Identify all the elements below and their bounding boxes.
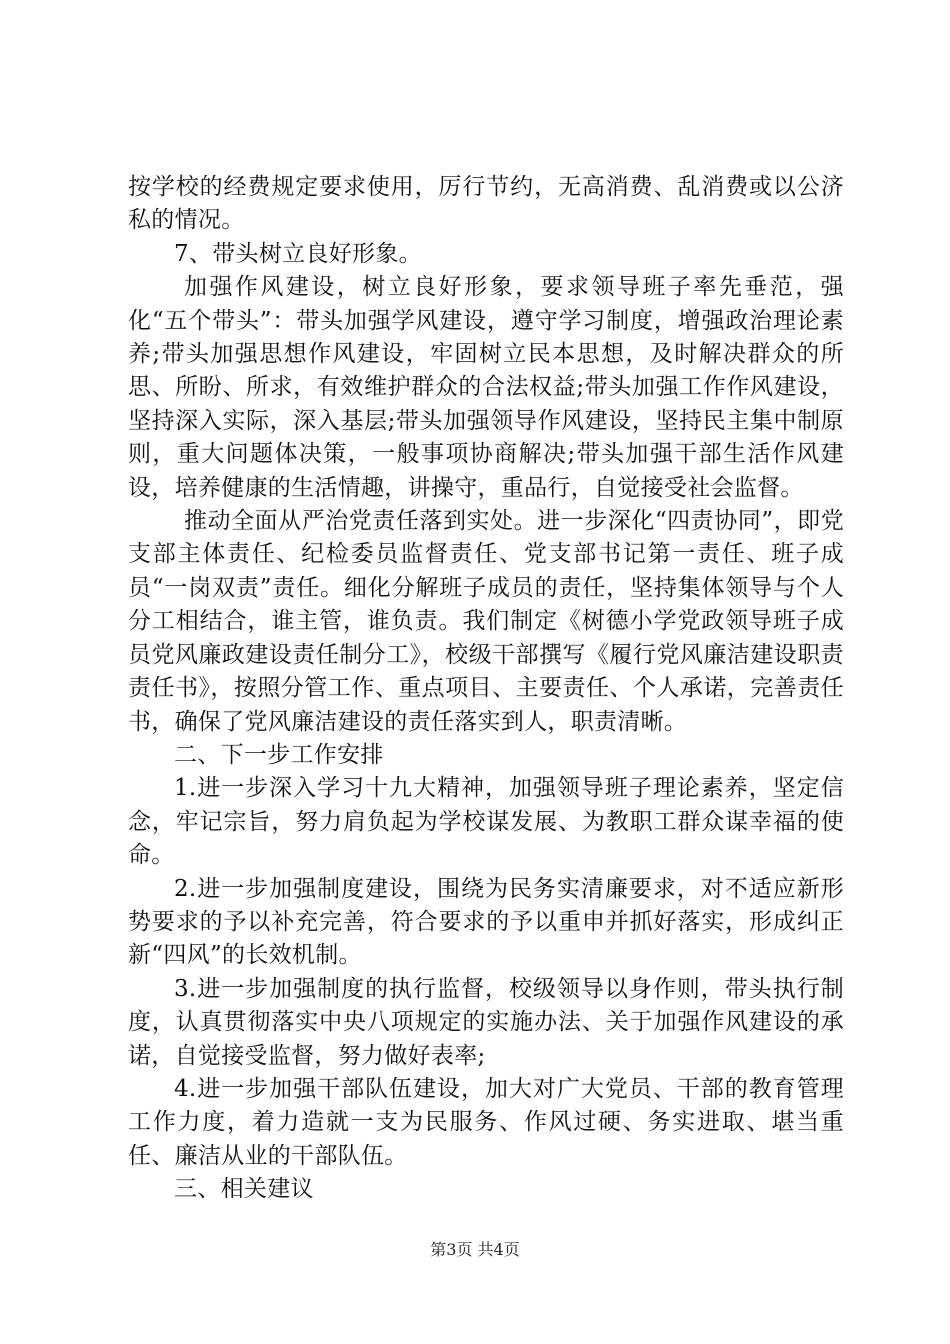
paragraph-responsibility: 推动全面从严治党责任落到实处。进一步深化“四责协同”，即党支部主体责任、纪检委员监督责任、党支部书记第一责任、班子成员“一岗双责”责任。细化分解班子成员的责任，坚持集体领导与个人分工相结合，谁主管，谁负责。我们制定《树德小学党政领导班子成员党风廉政建设责任制分工》，校级干部撰写《履行党风廉洁建设职责责任书》，按照分管工作、重点项目、主要责任、个人承诺，完善责任书，确保了党风廉洁建设的责任落实到人，职责清晰。 <box>128 508 844 735</box>
page-footer: 第3页 共4页 <box>430 1240 520 1259</box>
section-heading-next-steps: 二、下一步工作安排 <box>174 741 384 768</box>
list-item-3: 3.进一步加强制度的执行监督，校级领导以身作则，带头执行制度，认真贯彻落实中央八项规定的实施办法、关于加强作风建设的承诺，自觉接受监督，努力做好表率; <box>128 975 844 1069</box>
section-heading-suggestions: 三、相关建议 <box>174 1176 314 1203</box>
list-item-2: 2.进一步加强制度建设，围绕为民务实清廉要求，对不适应新形势要求的予以补充完善，符合要求的予以重申并抓好落实，形成纠正新“四风”的长效机制。 <box>128 875 844 969</box>
paragraph-work-style: 加强作风建设，树立良好形象，要求领导班子率先垂范，强化“五个带头”：带头加强学风建设，遵守学习制度，增强政治理论素养;带头加强思想作风建设，牢固树立民本思想，及时解决群众的所思、所盼、所求，有效维护群众的合法权益;带头加强工作作风建设，坚持深入实际，深入基层;带头加强领导作风建设，坚持民主集中制原则，重大问题体决策，一般事项协商解决;带头加强干部生活作风建设，培养健康的生活情趣，讲操守，重品行，自觉接受社会监督。 <box>128 274 844 501</box>
paragraph-heading-7: 7、带头树立良好形象。 <box>174 240 422 267</box>
document-body <box>128 171 844 1207</box>
list-item-4: 4.进一步加强干部队伍建设，加大对广大党员、干部的教育管理工作力度，着力造就一支为民服务、作风过硬、务实进取、堪当重任、廉洁从业的干部队伍。 <box>128 1075 844 1169</box>
paragraph-continuation: 按学校的经费规定要求使用，厉行节约，无高消费、乱消费或以公济私的情况。 <box>128 174 844 234</box>
list-item-1: 1.进一步深入学习十九大精神，加强领导班子理论素养，坚定信念，牢记宗旨，努力肩负起为学校谋发展、为教职工群众谋幸福的使命。 <box>128 775 844 869</box>
